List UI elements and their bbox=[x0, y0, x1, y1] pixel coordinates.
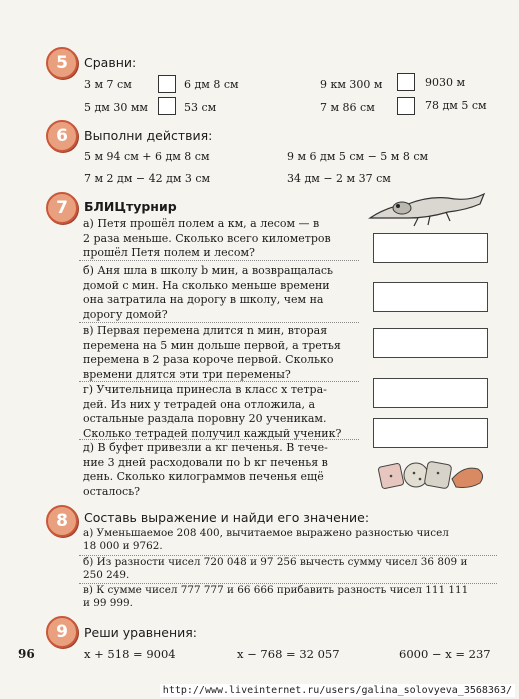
task5-heading: Сравни: bbox=[84, 55, 137, 70]
blitz-item-a: а) Петя прошёл полем a км, а лесом — в 2 раза меньше. Сколько всего километров прошёл Петя полем и лесом? bbox=[83, 217, 331, 259]
answer-box-a[interactable] bbox=[373, 233, 488, 263]
compare-left-2: 5 дм 30 мм bbox=[84, 101, 148, 114]
compare-right-left-1: 9 км 300 м bbox=[320, 78, 383, 91]
page-number: 96 bbox=[18, 647, 35, 661]
compare-right-1: 9030 м bbox=[425, 76, 466, 89]
reptile-illustration bbox=[368, 188, 488, 228]
task9-heading: Реши уравнения: bbox=[84, 625, 198, 640]
compare-left-1: 3 м 7 см bbox=[84, 78, 132, 91]
item-divider bbox=[79, 260, 359, 261]
action-expr-1: 5 м 94 см + 6 дм 8 см bbox=[84, 150, 210, 163]
expression-item-c: в) К сумме чисел 777 777 и 66 666 прибавить разность чисел 111 111 и 99 999. bbox=[83, 584, 469, 609]
action-expr-2: 9 м 6 дм 5 см − 5 м 8 см bbox=[287, 150, 429, 163]
compare-box-1[interactable] bbox=[158, 75, 176, 93]
action-expr-4: 34 дм − 2 м 37 см bbox=[287, 172, 391, 185]
cookies-illustration bbox=[376, 455, 488, 499]
item-divider bbox=[79, 439, 359, 440]
equation-2: x − 768 = 32 057 bbox=[237, 647, 340, 661]
task-number-badge-9: 9 bbox=[46, 616, 78, 648]
blitz-item-e: д) В буфет привезли a кг печенья. В тече- ние 3 дней расходовали по b кг печенья в день. Сколько килограммов печенья ещё осталось? bbox=[83, 441, 328, 498]
source-url[interactable]: http://www.liveinternet.ru/users/galina_solovyeva_3568363/ bbox=[160, 684, 515, 697]
expression-item-b: б) Из разности чисел 720 048 и 97 256 вычесть сумму чисел 36 809 и 250 249. bbox=[83, 556, 468, 581]
equation-1: x + 518 = 9004 bbox=[84, 647, 176, 661]
answer-box-c[interactable] bbox=[373, 328, 488, 358]
task8-heading: Составь выражение и найди его значение: bbox=[84, 510, 370, 525]
task-number-badge-5: 5 bbox=[46, 47, 78, 79]
task7-heading: БЛИЦтурнир bbox=[84, 199, 177, 214]
compare-right-2: 78 дм 5 см bbox=[425, 99, 487, 112]
compare-box-2[interactable] bbox=[397, 73, 415, 91]
equation-3: 6000 − x = 237 bbox=[399, 647, 491, 661]
compare-mid-1: 6 дм 8 см bbox=[184, 78, 239, 91]
compare-box-3[interactable] bbox=[158, 97, 176, 115]
item-divider bbox=[79, 322, 359, 323]
expression-item-a: а) Уменьшаемое 208 400, вычитаемое выражено разностью чисел 18 000 и 9762. bbox=[83, 527, 449, 552]
blitz-item-d: г) Учительница принесла в класс x тетра- дей. Из них y тетрадей она отложила, а остальные раздала поровну 20 ученикам. Сколько тетрадей получил каждый ученик? bbox=[83, 383, 342, 440]
compare-mid-2: 53 см bbox=[184, 101, 217, 114]
blitz-item-c: в) Первая перемена длится n мин, вторая перемена на 5 мин дольше первой, а третья перемена в 2 раза короче первой. Сколько времени длятся эти три перемены? bbox=[83, 324, 341, 381]
blitz-item-b: б) Аня шла в школу b мин, а возвращалась домой с мин. На сколько меньше времени она затратила на дорогу в школу, чем на дорогу домой? bbox=[83, 264, 334, 321]
item-divider bbox=[79, 381, 359, 382]
answer-box-d[interactable] bbox=[373, 378, 488, 408]
task-number-badge-8: 8 bbox=[46, 505, 78, 537]
task-number-badge-6: 6 bbox=[46, 120, 78, 152]
answer-box-b[interactable] bbox=[373, 282, 488, 312]
action-expr-3: 7 м 2 дм − 42 дм 3 см bbox=[84, 172, 211, 185]
task6-heading: Выполни действия: bbox=[84, 128, 213, 143]
compare-right-left-2: 7 м 86 см bbox=[320, 101, 375, 114]
compare-box-4[interactable] bbox=[397, 97, 415, 115]
answer-box-e[interactable] bbox=[373, 418, 488, 448]
task-number-badge-7: 7 bbox=[46, 192, 78, 224]
